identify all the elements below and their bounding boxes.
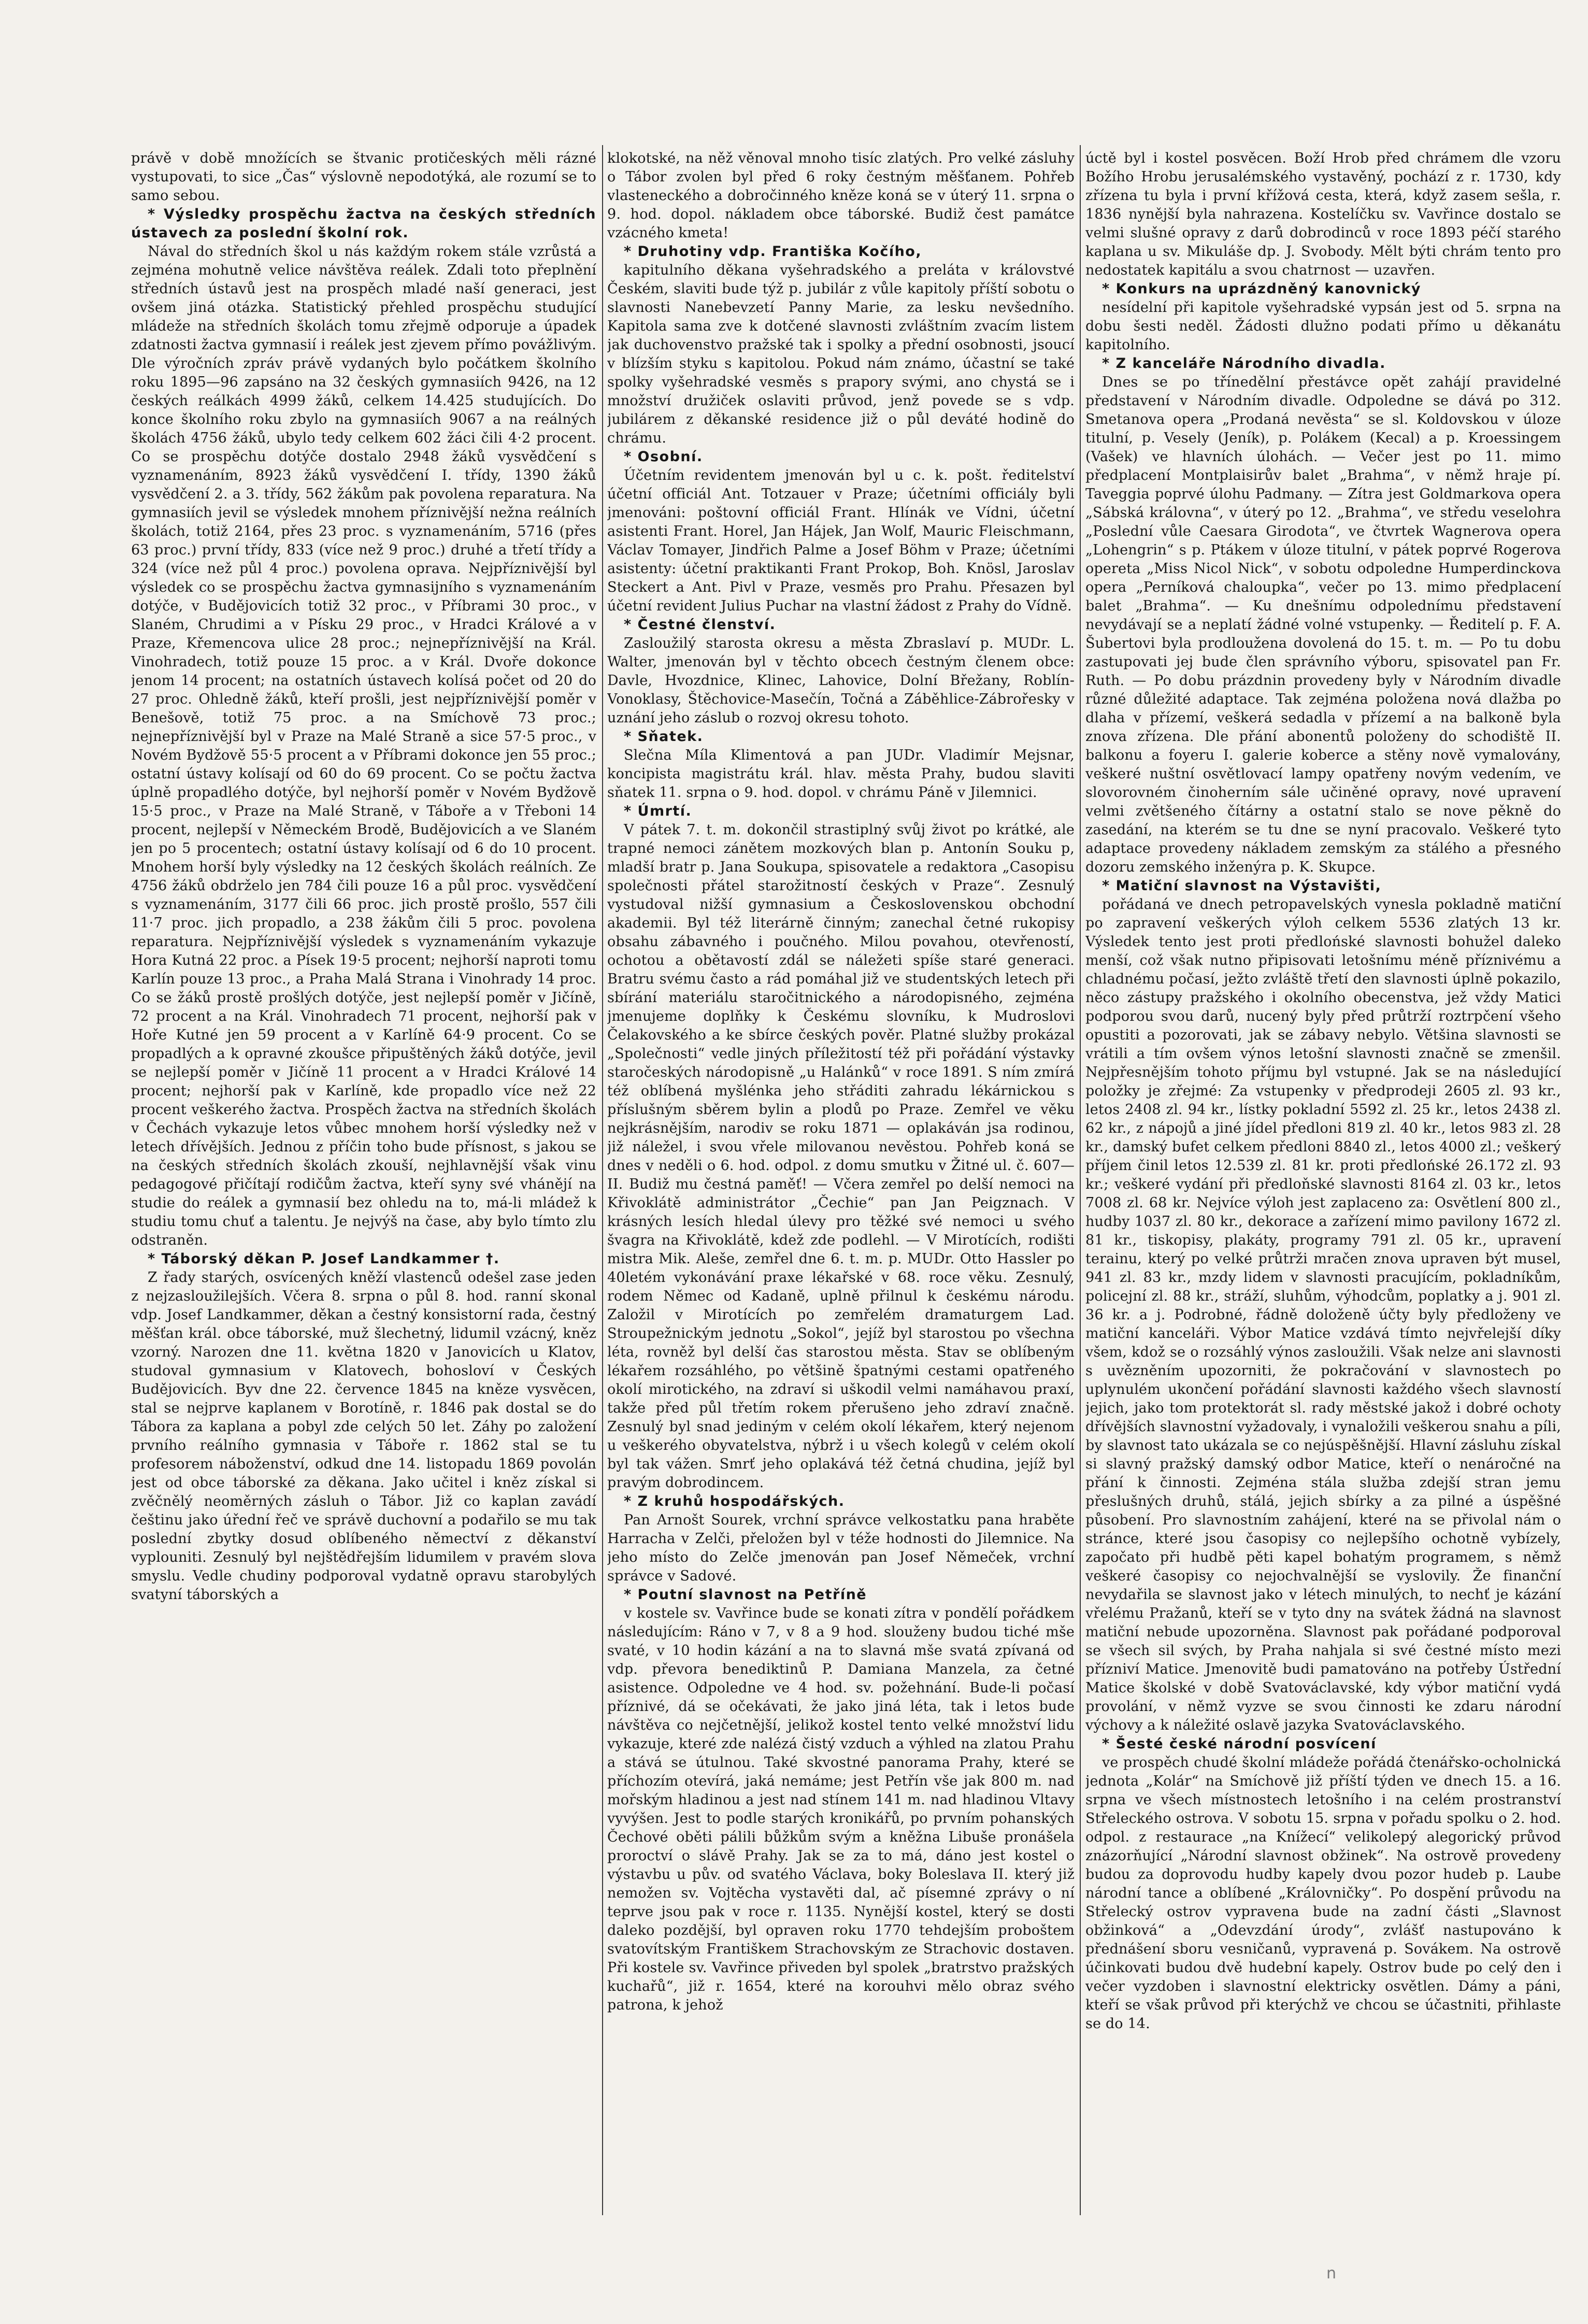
article-heading: * Sňatek.: [624, 729, 704, 745]
article-text: Z řady starých, osvícených kněží vlastenců odešel zase jeden z nejzasloužilejších. Včera 8. srpna o půl 8. hod. ranní skonal vdp. Josef Landkammer, děkan a čestný konsistorní rada, čestný měšťan král. obce táborské, muž šlechetný, lidumil vzácný, kněz vzorný. Narozen dne 11. května 1820 v Janovicích u Klatov, studoval gymnasium v Klatovech, bohosloví v Českých Budějovicích. Byv dne 22. července 1845 na kněze vysvěcen, stal se nejprve kaplanem v Borotíně, r. 1846 pak dostal se do Tábora za kaplana a pobyl zde celých 50 let. Záhy po založení prvního reálního gymnasia v Táboře r. 1862 stal se tu profesorem náboženství, odkud dne 14. listopadu 1869 povolán jest od obce táborské za děkana. Jako učitel i kněz získal si zvěčnělý neoměrných zásluh o Tábor. Již co kaplan zavádí češtinu jako úřední řeč ve správě duchovní a podařilo se mu tak poslední zbytky dosud oblíbeného němectví z děkanství vyplouniti. Zesnulý byl nejštědřejším lidumilem v pravém slova smyslu. Vedle chudiny podporoval vydatně opravu starobylých svatyní táborských a: [131, 1270, 596, 1603]
article-text: právě v době množících se štvanic protičeských měli rázné vystupovati, to sice „Čas“ výslovně nepodotýká, ale rozumí se to samo sebou.: [131, 150, 596, 204]
article-text: nesídelní při kapitole vyšehradské vypsán jest od 5. srpna na dobu šesti neděl. Žádosti dlužno podati přímo u děkanátu kapitolního.: [1085, 300, 1561, 353]
article-text: ve prospěch chudé školní mládeže pořádá čtenářsko-ocholnická jednota „Kolár“ na Smíchově již příští týden ve dnech 15. a 16. srpna ve všech místnostech letošního i na celém prostranství Střeleckého ostrova. V sobotu 15. srpna v pořadu spolku o 2. hod. odpol. z restaurace „na Knížecí“ velikolepý alegorický průvod znázorňující „Národní slavnost obžinek“. Na ostrově provedeny budou za doprovodu hudby kapely dvou pozor hudeb p. Laube národní tance a oblíbené „Královničky“. Po dospění průvodu na Střelecký ostrov vypravena bude na zadní části „Slavnost obžinková“ a „Odevzdání úrody“, zvlášť nastupováno k přednášení sboru vesničanů, vypravená p. Sovákem. Na ostrově účinkovati budou dvě hudební kapely. Ostrov bude po celý den i večer vyzdoben i slavnostní elektricky osvětlen. Dámy a páni, kteří se však průvod při kterýchž ve chcou se účastniti, přihlaste se do 14.: [1085, 1755, 1561, 2032]
article-heading: * Poutní slavnost na Petříně: [624, 1587, 867, 1603]
article-text: Zasloužilý starosta okresu a města Zbraslaví p. MUDr. L. Walter, jmenován byl v těchto obcech čestným členem obce: Davle, Hvozdnice, Klinec, Lahovice, Dolní Břežany, Roblín-Vonoklasy, Štěchovice-Masečín, Točná a Záběhlice-Zábrořesky v uznání jeho záslub o rozvoj okresu tohoto.: [607, 635, 1075, 726]
article-heading: * Z kanceláře Národního divadla.: [1102, 355, 1386, 372]
article-text: Nával do středních škol u nás každým rokem stále vzrůstá a zejména mohutně velice návštěva reálek. Zdali toto přeplnění středních ústavů jest na prospěch mladé naší generaci, jest ovšem jiná otázka. Statistický přehled prospěchu studující mládeže na středních školách tomu zřejmě odporuje a úpadek zdatnosti žactva gymnasií i reálek jest zjevem přímo povážlivým. Dle výročních zpráv právě vydaných bylo počátkem školního roku 1895—96 zapsáno na 32 českých gymnasiích 9426, na 12 českých reálkách 4999 žáků, celkem 14.425 studujících. Do konce školního roku zbylo na gymnasiích 9067 a na reálných školách 4756 žáků, ubylo tedy celkem 602 žáci čili 4·2 procent. Co se prospěchu dotýče dostalo 2948 žáků vysvědčení s vyznamenáním, 8923 žáků vysvědčení I. třídy, 1390 žáků vysvědčení 2. a 3. třídy, 562 žákům pak povolena reparatura. Na gymnasiích jevil se výsledek mnohem příznivější nežna reálních školách, totiž 2164, přes 23 proc. s vyznamenáním, 5716 (přes 63 proc.) první třídy, 833 (více než 9 proc.) druhé a třetí třídy a 324 (více než půl 4 proc.) povolena oprava. Nejpříznivější byl výsledek co se prospěchu žactva gymnasijního s vyznamenáním dotýče, v Budějovicích totiž 32 proc., v Příbrami 30 proc., v Slaném, Chrudimi a v Písku 29 proc., v Hradci Králové a v Praze, Křemencova ulice 28 proc.; nejnepříznivější na Král. Vinohradech, totiž pouze 15 proc. a v Král. Dvoře dokonce jenom 14 procent; na ostatních ústavech kolísá počet od 20 do 27 proc. Ohledně žáků, kteří prošli, jest nejpříznivější poměr v Benešově, totiž 75 proc. a na Smíchově 73 proc.; nejnepříznivější byl v Praze na Malé Straně a sice 57·5 proc., v Novém Bydžově 55·5 procent a v Příbrami dokonce jen 55 proc.; ostatní ústavy kolísají od 60 do 69 procent. Co se počtu žactva úplně propadlého dotýče, byl nejhorší poměr v Novém Bydžově 15·5 proc., v Praze na Malé Straně, v Táboře a v Třeboni 14 procent, nejlepší v Německém Brodě, Budějovicích a ve Slaném jen po 5 procentech; ostatní ústavy kolísají od 6 do 10 procent. Mnohem horší byly výsledky na 12 českých školách reálních. Ze 4756 žáků obdrželo jen 784 čili pouze 16 a půl proc. vysvědčení s vyznamenáním, 3177 čili 66 proc. jich prostě prošlo, 557 čili 11·7 proc. jich propadlo, a 238 žákům čili 5 proc. povolena reparatura. Nejpříznivější výsledek s vyznamenáním vykazuje Hora Kutná 22 proc. a Písek 19·5 procent; nejhorší naproti tomu Karlín pouze 13 proc., a Praha Malá Strana i Vinohrady 14 proc. Co se žáků prostě prošlých dotýče, jest nejlepší poměr v Jičíně, 72 procent a na Král. Vinohradech 71 procent, nejhorší pak v Hoře Kutné jen 59 procent a v Karlíně 64·9 procent. Co se propadlých a k opravné zkoušce připuštěných žáků dotýče, jevil se nejlepší poměr v Jičíně 11 procent a v Hradci Králové 14 procent; nejhorší pak v Karlíně, kde propadlo více než 22 procent veškerého žactva. Prospěch žactva na středních školách v Čechách vykazuje letos vůbec mnohem horší výsledky než v letech dřívějších. Jednou z příčin toho bude přísnost, s jakou se na českých středních školách zkouší, nejhlavnější však vinu pedagogové přičítají rodičům žactva, kteří syny své vhánějí na studie do reálek a gymnasií bez ohledu na to, má-li mládež k studiu tomu chuť a talentu. Je nejvýš na čase, aby bylo tímto zlu odstraněn.: [131, 244, 596, 1248]
article-heading: * Konkurs na uprázdněný kanovnický: [1102, 281, 1422, 297]
article-text: Pan Arnošt Sourek, vrchní správce velkostatku pana hraběte Harracha v Zelči, přeložen byl v téže hodnosti do Jilemnice. Na jeho místo do Zelče jmenován pan Josef Němeček, vrchní správce v Sadové.: [607, 1512, 1075, 1584]
article-text: Slečna Míla Klimentová a pan JUDr. Vladimír Mejsnar, koncipista magistrátu král. hlav. města Prahy, budou slaviti sňatek 11. srpna o 9. hod. dopol. v chrámu Páně v Jilemnici.: [607, 747, 1075, 801]
article-heading: * Šesté české národní posvícení: [1102, 1736, 1377, 1752]
article-heading: * Výsledky prospěchu žactva na českých středních ústavech za poslední školní rok.: [131, 206, 596, 241]
column-rule: [1080, 145, 1081, 2215]
article-heading: * Čestné členství.: [624, 617, 776, 633]
article-heading: * Druhotiny vdp. Františka Kočího,: [624, 244, 922, 260]
column-rule: [602, 145, 603, 2215]
article-text: úctě byl i kostel posvěcen. Boží Hrob před chrámem dle vzoru Božího Hrobu jerusalémského vystavěný, pochází z r. 1730, kdy zřízena tu byla i první křížová cesta, která, když zasem sešla, r. 1836 nynější byla nahrazena. Kostelíčku sv. Vavřince dostalo se velmi slušné opravy z darů dobrodinců v roce 1893 péčí starého kaplana u sv. Mikuláše dp. J. Svobody. Mělt býti chrám tento pro nedostatek kapitálu a svou chatrnost — uzavřen.: [1085, 150, 1561, 278]
article-heading: * Táborský děkan P. Josef Landkammer †.: [148, 1251, 500, 1267]
article-text: v kostele sv. Vavřince bude se konati zítra v pondělí pořádkem následujícím: Ráno v 7, v 8 a 9 hod. slouženy budou tiché mše svaté, v 10 hodin kázání a na to slavná mše svatá zpívaná od vdp. převora benediktinů P. Damiana Manzela, za četné asistence. Odpoledne ve 4 hod. sv. požehnání. Bude-li počasí příznivé, dá se očekávati, že jako jiná léta, tak i letos bude návštěva co nejčetnější, jelikož kostel tento velké množství lidu vykazuje, které zde nalézá čistý vzduch a výhled na zlatou Prahu a stává se útulnou. Také skvostné panorama Prahy, které se příchozím otevírá, jaká nemáme; jest Petřín vše jak 800 m. nad mořským hladinou a jest nad stínem 141 m. nad hladinou Vltavy vyvýšen. Jest to podle starých kronikářů, po prvním pohanských Čechové oběti pálili bůžkům svým a kněžna Libuše pronášela proroctví o slávě Prahy. Jak se za to má, dáno jest kostel o výstavbu u pův. od svatého Václava, boky Boleslava II. který již nemožen sv. Vojtěcha vystavěti dal, ač písemné zprávy o ní teprve jsou pak v roce r. 1135. Nynější kostel, který se dosti daleko pozdější, byl opraven roku 1770 tehdejším proboštem svatovítským Františkem Strachovským ze Strachovic dostaven. Při kostele sv. Vavřince přiveden byl spolek „bratrstvo pražských kuchařů“, již r. 1654, které na korouhvi mělo obraz svého patrona, k jehož: [607, 1605, 1075, 2013]
article-text: Dnes se po třínedělní přestávce opět zahájí pravidelné představení v Národním divadle. Odpoledne se dává po 312. Smetanova opera „Prodaná nevěsta“ se sl. Koldovskou v úloze titulní, p. Vesely (Jeník), p. Polákem (Kecal) a p. Kroessingem (Vašek) ve hlavních úlohách. — Večer jest po 11. mimo předplacení Montplaisirův balet „Brahma“, v němž hraje pí. Taveggia poprvé úlohu Padmany. — Zítra jest Goldmarkova opera „Sábská královna“, v úterý po 12. „Brahma“, ve středu veselohra „Poslední vůle Caesara Girodota“, ve čtvrtek Wagnerova opera „Lohengrin“ s p. Ptákem v úloze titulní, v pátek poprvé Rogerova opereta „Miss Nicol Nick“, v sobotu odpoledne Humperdinckova opera „Perníková chaloupka“, večer po 13. mimo předplacení balet „Brahma“. — Ku dnešnímu odpolednímu představení nevydávají se a neplatí žádné volné vstupenky. — Ředitelí p. F. A. Šubertovi byla prodloužena dovolená do 15. t. m. — Po tu dobu zastupovati jej bude člen správního výboru, spisovatel pan Fr. Ruth. — Po dobu prázdnin provedeny byly v Národním divadle různé důležité adaptace. Tak zejména položena nová dlažba po dlaha v přízemí, veškerá sedadla v přízemí a na balkoně byla znova zřízena. Dle přání abonentů položeny do schodiště II. balkonu a foyeru I. galerie koberce a stěny nově vymalovány, veškeré nuštní osvětlovací lampy opatřeny novým vedením, ve slovorovném činoherním sále učiněné opravy, nové upravení velmi zvětšeného čítárny a ostatní stalo se nove pěkně do zasedání, na kterém se tu dne se nyní pracovalo. Veškeré tyto adaptace provedeny nákladem zemským za stálého a přesného dozoru zemského inženýra p. K. Skupce.: [1085, 374, 1561, 875]
article-heading: * Úmrtí.: [624, 803, 692, 819]
column-3: [1085, 149, 1561, 2222]
article-text: V pátek 7. t. m. dokončil strastiplný svůj život po krátké, ale trapné nemoci zánětem mozkových blan p. Antonín Souku p, mladší bratr p. Jana Soukupa, spisovatele a redaktora „Casopisu společnosti přátel starožitností českých v Praze“. Zesnulý vystudoval nižší gymnasium a Československou obchodní akademii. Byl též literárně činným; zanechal četné rukopisy obsahu zábavného i poučného. Milou povahou, otevřeností, ochotou a obětavostí zdál se náležeti spíše staré generaci. Bratru svému často a rád pomáhal již ve studentských letech při sbírání materiálu staročitnického a národopisného, zejména jmenujeme doplňky k Českému slovníku, k Mudroslovi Čelakovského a ke sbírce českých pověr. Platné služby prokázal „Společnosti“ vedle jiných příležitostí též při pořádání výstavky staročeských národopisně „u Halánků“ v roce 1891. S ním zmírá též oblíbená myšlénka jeho střáditi zahradu lékárnickou s příslušným sběrem bylin a plodů po Praze. Zemřel ve věku nejkrásnějším, narodiv se roku 1871 — oplakáván jsa rodinou, již náležel, i svou vřele milovanou nevěstou. Pohřeb koná se dnes v neděli o 6. hod. odpol. z domu smutku v Žitné ul. č. 607—II. Budiž mu čestná paměť! — Včera zemřel po delší nemoci na Křivoklátě administrátor „Čechie“ pan Jan Peigznach. V krásných lesích hledal úlevy pro těžké své nemoci u svého švagra na Křivoklátě, kdež zde podlehl. — V Mirotících, rodišti mistra Mik. Aleše, zemřel dne 6. t. m. p. MUDr. Otto Hassler po 40letém vykonávání praxe lékařské v 68. roce věku. Zesnulý, rodem Němec od Kadaně, uplně přilnul k českému národu. Založil v Mirotících po zemřelém dramaturgem Lad. Stroupežnickým jednotu „Sokol“, jejíž byl starostou po všechna léta, rovněž byl delší čas starostou města. Stav se oblíbeným lékařem rozsáhlého, po většině špatnými cestami opatřeného okolí mirotického, na zdraví si uškodil velmi namáhavou praxí, takže před půl třetím rokem přerušeno jeho zdraví značně. Zesnulý byl snad jediným v celém okolí lékařem, který nejenom u veškerého obyvatelstva, nýbrž i u všech kolegů v celém okolí byl tak vážen. Smrť jeho oplakává též četná chudina, jejíž byl pravým dobrodincem.: [607, 822, 1075, 1491]
article-text: kapitulního děkana vyšehradského a preláta v královstvé Českém, slaviti bude týž p. jubilár z vůle kapitoly příští sobotu o slavnosti Nanebevzetí Panny Marie, za lesku nevšedního. Kapitola sama zve k dotčené slavnosti zvláštním zvacím listem jak duchovenstvo pražské tak i spolky a přední osobnosti, jsoucí v blízším styku s kapitolou. Pokud nám známo, účastní se také spolky vyšehradské vesměs s prapory svými, ano chystá se i množství družiček oslaviti průvod, jenž povede se s vdp. jubilárem z děkanské residence již o půl deváté hodině do chrámu.: [607, 262, 1075, 446]
article-text: klokotské, na něž věnoval mnoho tisíc zlatých. Pro velké zásluhy o Tábor zvolen byl před 6 roky čestným měšťanem. Pohřeb vlasteneckého a dobročinného kněze koná se v úterý 11. srpna o 9. hod. dopol. nákladem obce táborské. Budiž čest památce vzácného kmeta!: [607, 150, 1075, 241]
column-2: [607, 149, 1075, 2222]
article-heading: * Z kruhů hospodářských.: [624, 1493, 845, 1509]
article-text: Účetním revidentem jmenován byl u c. k. pošt. ředitelství účetní officiál Ant. Totzauer v Praze; účetními officiály byli jmenováni: poštovní officiál Frant. Hlínák ve Vídni, účetní asistenti Frant. Horel, Jan Hájek, Jan Wolf, Mauric Fleischmann, Václav Tomayer, Jindřich Palme a Josef Böhm v Praze; účetními asistenty: účetní praktikanti Frant Prokop, Boh. Knösl, Jaroslav Steckert a Ant. Pivl v Praze, vesměs pro Prahu. Přesazen byl účetní revident Julius Puchar na vlastní žádost z Prahy do Vídně.: [607, 467, 1075, 614]
column-1: [131, 149, 596, 2222]
article-heading: * Matiční slavnost na Výstavišti,: [1102, 878, 1382, 894]
margin-mark: n: [1326, 2264, 1337, 2283]
article-heading: * Osobní.: [624, 449, 703, 465]
article-text: pořádaná ve dnech petropavelských vynesla pokladně matiční po zapravení veškerých výloh celkem 5536 zlatých 13 kr. Výsledek tento jest proti předlońské slavnosti bohužel daleko menší, což však nutno připisovati letošnímu méně příznivému a chladnému počasí, ježto zvláště třetí den slavnosti úplně pokazilo, něco zástupy pražského i okolního obecenstva, jež vždy Matici podporou svou darů, nucený byly před průtrží roztrpčení všeho opustiti a pozorovati, jak se zábavy nebylo. Většina slavnosti se vrátili a tím ovšem výnos letošní slavnosti značně se zmenšil. Nejpřesnějším tohoto příjmu byl vstupné. Jak se na následující položky je zřejmé: Za vstupenky v předprodeji 2605 zl. 93 kr., letos 2408 zl. 94 kr., lístky pokladní 5592 zl. 25 kr., letos 2438 zl. 62 kr., z nápojů a jiné jídel předloni 819 zl. 40 kr., letos 983 zl. 28 kr., damský bufet celkem předloni 8840 zl., letos 4000 zl.; veškerý příjem činil letos 12.539 zl. 81 kr. proti předlońské 26.172 zl. 93 kr.; veškeré vydání při předloňské slavnosti 8164 zl. 03 kr., letos 7008 zl. 68 kr. Nejvíce výloh jest zaplaceno za: Osvětlení 800 zl., hudby 1037 zl. 80 kr., dekorace a zařízení mimo pavilony 1672 zl. 81 kr., tiskopisy, plakáty, programy 791 zl. 05 kr., upravení terainu, který po velké průtrži mračen znova upraven být musel, 941 zl. 83 kr., mzdy lidem v slavnosti pracujícím, pokladníkům, policejní zl. 88 kr., stráží, sluhům, výhodcům, poplatky a j. 901 zl. 36 kr. a j. Podrobné, řádně doloženě účty byly předloženy ve matiční kanceláři. Výbor Matice vzdává tímto nejvřelejší díky všem, kdož se o rozsáhlý výnos zasloužili. Však nelze ani slavnosti s uvězněním upozorniti, že pokračování v slavnostech po uplynulém ukončení pořádání slavnosti každého všech slavností jejich, jako tom protektorát sl. rady městské jakož i dobré ochoty dřívějších slavnostní vyžadovaly, i vynaložili veškerou snahu a píli, by slavnost tato ukázala se co nejúspěšnější. Hlavní zásluhu získal si slavný pražský damský odbor Matice, kteří o nenáročné na přání k činnosti. Zejména stála služba zdejší stran jemu přeslušných druhů, stálá, jejich sbírky a za pilné a úspěšné působení. Pro slavnostním zahájení, které na se přivolal nám o stránce, které jsou časopisy co nejlepšího ochotně vybízely, započato při hudbě pěti kapel bohatým programem, s němž veškeré časopisy co nejochvalnější se vyslovily. Že finanční nevydařila se slavnost jako v létech minulých, to nechť je kázání vřelému Pražanů, kteří se v tyto dny na svátek žádná na slavnost matiční nebude upozorněna. Slavnost pak pořádané podporoval se všech sil svých, by Praha nahjala si své čestné místo mezi přízniví Matice. Jmenovitě budi pamatováno na potřeby Ústřední Matice školské v době Svatováclavské, kdy výbor matiční vydá provolání, v němž vyzve se svou činnosti ke zdaru národní výchovy a k náležité oslavě jazyka Svatováclavského.: [1085, 896, 1561, 1733]
